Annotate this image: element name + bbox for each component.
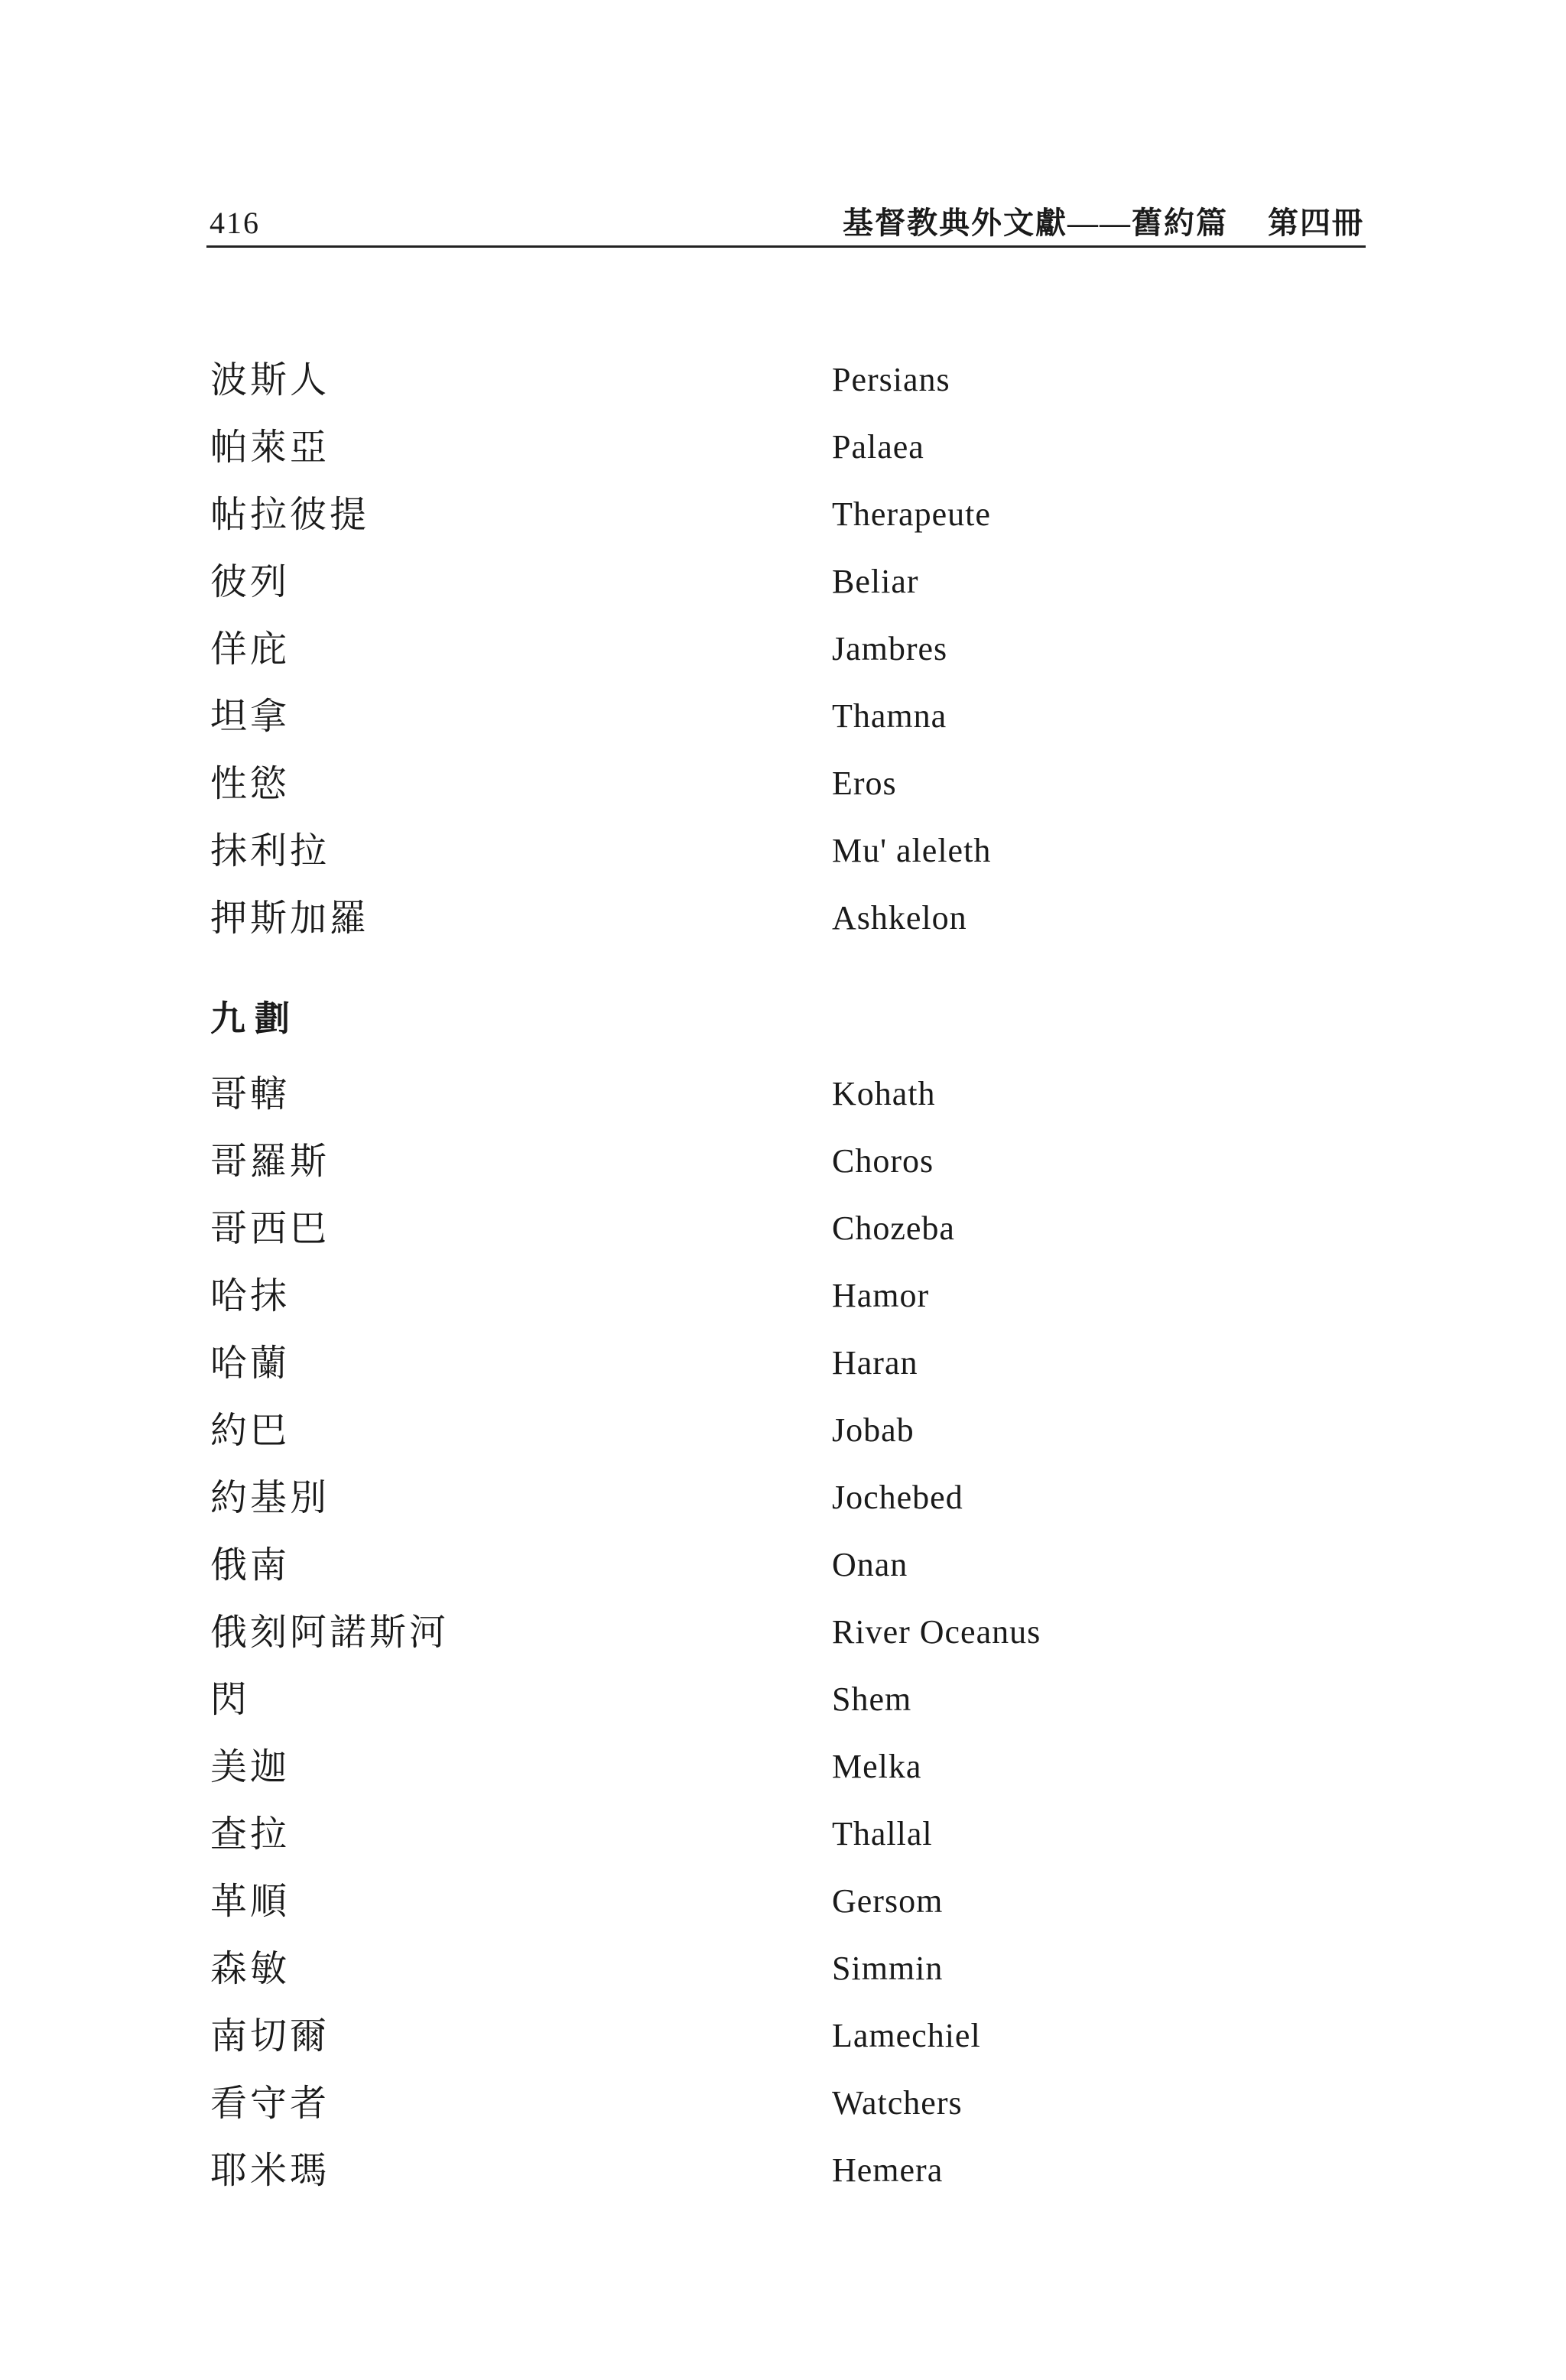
glossary-entry xyxy=(0,1942,1566,1995)
english-term: River Oceanus xyxy=(832,1613,1041,1651)
chinese-term: 查拉 xyxy=(210,1813,291,1856)
english-term: Thamna xyxy=(832,697,947,735)
chinese-term: 押斯加羅 xyxy=(210,897,370,940)
chinese-term: 彼列 xyxy=(210,560,291,603)
glossary-entry xyxy=(0,2076,1566,2130)
chinese-term: 俄南 xyxy=(210,1544,291,1586)
glossary-entry xyxy=(0,488,1566,541)
volume-label: 第四冊 xyxy=(1268,206,1364,240)
glossary-entry xyxy=(0,1673,1566,1726)
glossary-entry xyxy=(0,1740,1566,1794)
english-term: Melka xyxy=(832,1748,922,1785)
english-term: Shem xyxy=(832,1680,912,1718)
english-term: Eros xyxy=(832,765,897,802)
book-title: 基督教典外文獻——舊約篇 xyxy=(843,206,1228,240)
english-term: Mu' aleleth xyxy=(832,832,992,869)
chinese-term: 美迦 xyxy=(210,1745,291,1788)
chinese-term: 耶米瑪 xyxy=(210,2149,330,2192)
glossary-entry xyxy=(0,353,1566,407)
glossary-entry xyxy=(0,1202,1566,1255)
chinese-term: 革順 xyxy=(210,1880,291,1923)
english-term: Simmin xyxy=(832,1950,944,1987)
glossary-entry xyxy=(0,555,1566,609)
glossary-entry xyxy=(0,1269,1566,1323)
page-number: 416 xyxy=(210,206,260,240)
english-term: Ashkelon xyxy=(832,899,967,937)
english-term: Onan xyxy=(832,1546,908,1583)
running-title xyxy=(843,199,1364,242)
chinese-term: 閃 xyxy=(210,1678,251,1721)
chinese-term: 帖拉彼提 xyxy=(210,493,370,536)
chinese-term: 哥轄 xyxy=(210,1073,291,1115)
glossary-entry xyxy=(0,891,1566,945)
chinese-term: 哥羅斯 xyxy=(210,1140,330,1183)
chinese-term: 俄刻阿諾斯河 xyxy=(210,1611,450,1654)
chinese-term: 哈抹 xyxy=(210,1274,291,1317)
glossary-entry xyxy=(0,1807,1566,1861)
english-term: Beliar xyxy=(832,563,919,600)
chinese-term: 哈蘭 xyxy=(210,1342,291,1385)
english-term: Chozeba xyxy=(832,1209,955,1247)
english-term: Jambres xyxy=(832,630,948,667)
chinese-term: 佯庇 xyxy=(210,628,291,670)
chinese-term: 約基別 xyxy=(210,1476,330,1519)
glossary-entry xyxy=(0,1067,1566,1121)
chinese-term: 森敏 xyxy=(210,1947,291,1990)
chinese-term: 抹利拉 xyxy=(210,830,330,872)
glossary-entry xyxy=(0,690,1566,743)
chinese-term: 坦拿 xyxy=(210,695,291,738)
glossary-entry xyxy=(0,1538,1566,1592)
english-term: Therapeute xyxy=(832,495,991,533)
chinese-term: 約巴 xyxy=(210,1409,291,1452)
glossary-entry xyxy=(0,1875,1566,1928)
english-term: Haran xyxy=(832,1344,918,1382)
glossary-entry xyxy=(0,824,1566,878)
glossary-entry xyxy=(0,1135,1566,1188)
chinese-term: 哥西巴 xyxy=(210,1207,330,1250)
english-term: Thallal xyxy=(832,1815,933,1852)
english-term: Hamor xyxy=(832,1277,930,1314)
english-term: Persians xyxy=(832,361,950,398)
glossary-entry xyxy=(0,1471,1566,1524)
glossary-entry xyxy=(0,622,1566,676)
chinese-term: 性慾 xyxy=(210,762,291,805)
english-term: Lamechiel xyxy=(832,2017,981,2054)
glossary-entry xyxy=(0,1336,1566,1390)
chinese-term: 南切爾 xyxy=(210,2015,330,2057)
english-term: Jochebed xyxy=(832,1479,963,1516)
glossary-entry xyxy=(0,2009,1566,2063)
glossary-entry xyxy=(0,757,1566,810)
english-term: Kohath xyxy=(832,1075,936,1112)
chinese-term: 帕萊亞 xyxy=(210,426,330,469)
stroke-count-heading: 九劃 xyxy=(210,998,299,1039)
english-term: Choros xyxy=(832,1142,934,1180)
glossary-entry xyxy=(0,2144,1566,2197)
english-term: Jobab xyxy=(832,1411,915,1449)
english-term: Hemera xyxy=(832,2151,944,2189)
chinese-term: 看守者 xyxy=(210,2082,330,2125)
chinese-term: 波斯人 xyxy=(210,359,330,401)
page-header xyxy=(206,195,1366,248)
english-term: Watchers xyxy=(832,2084,963,2122)
glossary-entry xyxy=(0,1404,1566,1457)
glossary-entry xyxy=(0,1606,1566,1659)
english-term: Palaea xyxy=(832,428,924,466)
glossary-entry xyxy=(0,420,1566,474)
english-term: Gersom xyxy=(832,1882,944,1920)
